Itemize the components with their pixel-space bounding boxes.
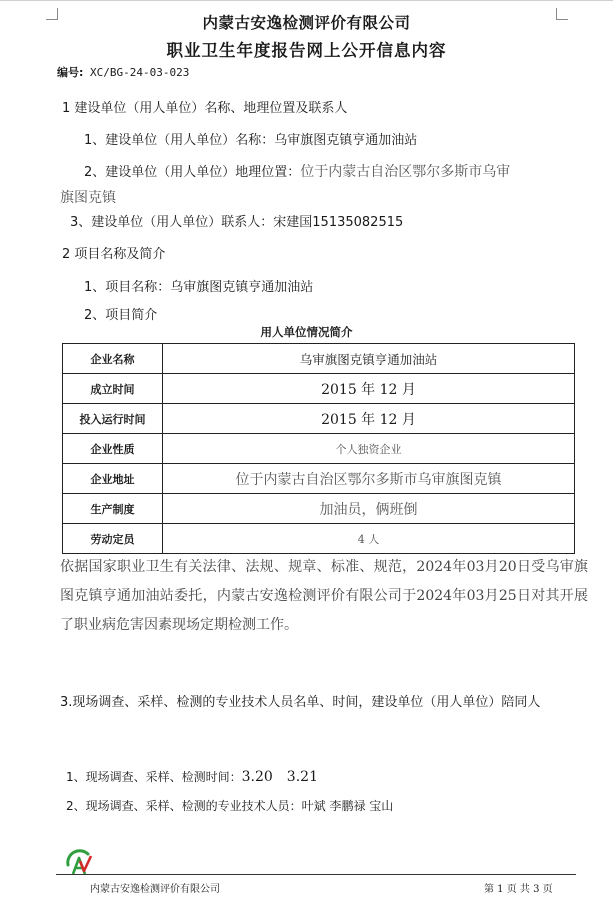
footer-rule	[56, 874, 576, 875]
table-value-cell: 4 人	[163, 524, 575, 554]
footer-company: 内蒙古安逸检测评价有限公司	[90, 884, 220, 895]
section3-item-time	[66, 766, 318, 786]
table-caption: 用人单位情况简介	[260, 325, 353, 339]
table-value-cell: 位于内蒙古自治区鄂尔多斯市乌审旗图克镇	[163, 464, 575, 494]
table-row	[63, 464, 575, 494]
location-value-continued: 旗图克镇	[60, 190, 116, 206]
table-label-cell: 投入运行时间	[63, 404, 163, 434]
table-row	[63, 494, 575, 524]
table-value-cell: 2015 年 12 月	[163, 404, 575, 434]
survey-time-value: 3.20 3.21	[241, 769, 318, 785]
company-title: 内蒙古安逸检测评价有限公司	[202, 14, 411, 32]
section2-item-project-intro: 2、项目简介	[84, 308, 158, 323]
survey-time-label: 1、现场调查、采样、检测时间：	[66, 770, 242, 784]
table-label-cell: 企业性质	[63, 434, 163, 464]
table-row	[63, 434, 575, 464]
page-number: 第 1 页 共 3 页	[484, 884, 553, 895]
table-value-cell: 2015 年 12 月	[163, 374, 575, 404]
page-top-rule	[0, 0, 613, 1]
document-number	[57, 64, 189, 80]
location-label: 2、建设单位（用人单位）地理位置：	[84, 165, 301, 180]
section1-item-name: 1、建设单位（用人单位）名称：乌审旗图克镇亨通加油站	[84, 133, 418, 148]
table-label-cell: 劳动定员	[63, 524, 163, 554]
section1-heading: 1 建设单位（用人单位）名称、地理位置及联系人	[62, 101, 348, 116]
table-label-cell: 生产制度	[63, 494, 163, 524]
table-row	[63, 344, 575, 374]
company-logo-icon	[64, 847, 94, 877]
section2-heading: 2 项目名称及简介	[62, 247, 166, 262]
section2-item-project-name: 1、项目名称：乌审旗图克镇亨通加油站	[84, 280, 314, 295]
location-value: 位于内蒙古自治区鄂尔多斯市乌审	[300, 164, 511, 180]
table-row	[63, 524, 575, 554]
section3-item-staff: 2、现场调查、采样、检测的专业技术人员：叶斌 李鹏禄 宝山	[66, 799, 394, 813]
document-number-value: XC/BG-24-03-023	[90, 66, 190, 79]
table-row	[63, 404, 575, 434]
section1-item-location	[84, 161, 510, 181]
table-label-cell: 成立时间	[63, 374, 163, 404]
table-label-cell: 企业名称	[63, 344, 163, 374]
table-value-cell: 乌审旗图克镇亨通加油站	[163, 344, 575, 374]
basis-paragraph: 依据国家职业卫生有关法律、法规、规章、标准、规范，2024年03月20日受乌审旗图克镇亨通加油站委托，内蒙古安逸检测评价有限公司于2024年03月25日对其开展了职业病危害因素现场定期检测工作。	[60, 559, 588, 633]
employer-info-table	[62, 343, 575, 554]
table-value-cell: 加油员，俩班倒	[163, 494, 575, 524]
report-title: 职业卫生年度报告网上公开信息内容	[166, 41, 447, 60]
section3-heading: 3.现场调查、采样、检测的专业技术人员名单、时间，建设单位（用人单位）陪同人	[60, 695, 541, 710]
section1-item-contact: 3、建设单位（用人单位）联系人：宋建国15135082515	[70, 215, 404, 230]
table-label-cell: 企业地址	[63, 464, 163, 494]
document-number-label: 编号:	[57, 66, 84, 79]
table-value-cell: 个人独资企业	[163, 434, 575, 464]
table-row	[63, 374, 575, 404]
